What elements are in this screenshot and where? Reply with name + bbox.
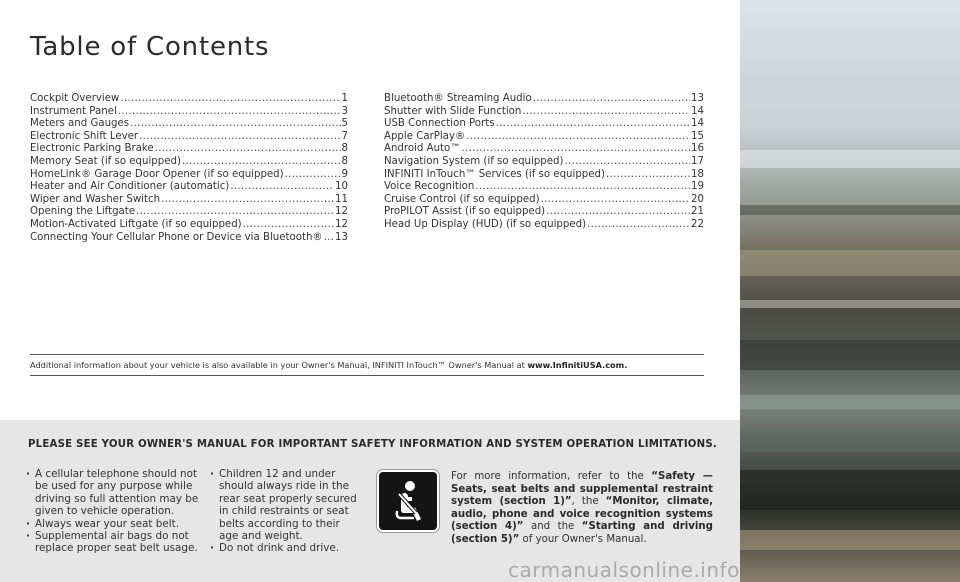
toc-entry-label: Voice Recognition — [384, 181, 475, 193]
toc-entry-label: Instrument Panel — [30, 105, 117, 117]
toc-entry-label: Apple CarPlay® — [384, 130, 466, 142]
toc-entry[interactable] — [30, 181, 348, 194]
toc-leader-dots — [120, 93, 340, 106]
toc-entry[interactable] — [384, 169, 704, 182]
toc-leader-dots — [136, 206, 334, 219]
toc-column-left — [30, 93, 348, 244]
toc-leader-dots — [533, 93, 690, 106]
motion-blur-photo — [740, 0, 960, 582]
toc-entry[interactable] — [30, 194, 348, 207]
toc-entry-page: 8 — [341, 155, 348, 167]
refer-text-4: of your Owner's Manual. — [519, 533, 647, 545]
toc-entry-label: Bluetooth® Streaming Audio — [384, 93, 532, 104]
toc-entry-page: 1 — [341, 93, 348, 104]
toc-entry-label: Head Up Display (HUD) (if so equipped) — [384, 218, 587, 230]
toc-leader-dots — [475, 181, 690, 194]
toc-column-right — [384, 93, 704, 232]
toc-entry-page: 13 — [335, 231, 348, 243]
toc-entry-label: Electronic Parking Brake — [30, 143, 154, 155]
toc-entry-label: Shutter with Slide Function — [384, 105, 522, 117]
safety-bullet: · Always wear your seat belt. — [26, 518, 201, 530]
refer-section-1: “Safety — Seats, seat belts and supplemental restraint system (section 1)” — [451, 471, 713, 508]
toc-entry-page: 22 — [691, 218, 704, 230]
toc-leader-dots — [606, 169, 690, 182]
refer-text-2: , the — [571, 496, 606, 508]
toc-entry-page: 13 — [691, 93, 704, 104]
toc-entry-label: ProPILOT Assist (if so equipped) — [384, 206, 546, 218]
toc-leader-dots — [155, 143, 341, 156]
toc-entry[interactable] — [30, 106, 348, 119]
toc-entry-page: 17 — [691, 155, 704, 167]
toc-entry[interactable] — [384, 118, 704, 131]
toc-leader-dots — [130, 118, 340, 131]
toc-entry-page: 14 — [691, 118, 704, 130]
safety-bullet: · Supplemental air bags do not replace proper seat belt usage. — [26, 530, 201, 555]
toc-entry[interactable] — [384, 206, 704, 219]
safety-bullet: · Children 12 and under should always ride in the rear seat properly secured in child restraints or seat belts according to their age and weight. — [210, 468, 362, 542]
toc-entry-label: Meters and Gauges — [30, 118, 130, 130]
toc-entry-page: 5 — [341, 118, 348, 130]
toc-leader-dots — [496, 118, 690, 131]
toc-leader-dots — [161, 194, 334, 207]
toc-leader-dots — [118, 106, 341, 119]
toc-leader-dots — [139, 131, 340, 144]
safety-bullet: · Do not drink and drive. — [210, 542, 362, 554]
toc-entry-page: 15 — [691, 130, 704, 142]
safety-bullet: · A cellular telephone should not be used for any purpose while driving so full attention may be given to vehicle operation. — [26, 468, 201, 518]
seatbelt-icon — [377, 470, 439, 532]
toc-entry-page: 19 — [691, 181, 704, 193]
safety-heading: PLEASE SEE YOUR OWNER'S MANUAL FOR IMPORTANT SAFETY INFORMATION AND SYSTEM OPERATION LIMITATIONS. — [28, 439, 718, 450]
toc-entry-page: 7 — [341, 130, 348, 142]
toc-entry-label: USB Connection Ports — [384, 118, 495, 130]
safety-bullets-left — [26, 468, 201, 555]
toc-entry[interactable] — [30, 131, 348, 144]
toc-leader-dots — [230, 181, 334, 194]
toc-entry-label: Connecting Your Cellular Phone or Device via Bluetooth® — [30, 231, 323, 243]
toc-entry[interactable] — [30, 143, 348, 156]
toc-entry[interactable] — [384, 143, 704, 156]
toc-entry[interactable] — [30, 219, 348, 232]
toc-entry-page: 12 — [335, 218, 348, 230]
additional-info-text: Additional information about your vehicle is also available in your Owner's Manual, INFINITI InTouch™ Owner's Manual at — [30, 360, 528, 370]
toc-entry-page: 16 — [691, 143, 704, 155]
toc-entry[interactable] — [30, 118, 348, 131]
toc-entry-page: 12 — [335, 206, 348, 218]
toc-entry-label: Heater and Air Conditioner (automatic) — [30, 181, 230, 193]
toc-leader-dots — [243, 219, 334, 232]
toc-entry-page: 9 — [341, 168, 348, 180]
manual-reference — [451, 471, 713, 547]
toc-entry[interactable] — [384, 181, 704, 194]
toc-leader-dots — [466, 131, 690, 144]
toc-entry-label: INFINITI InTouch™ Services (if so equipped) — [384, 168, 605, 180]
toc-entry[interactable] — [30, 93, 348, 106]
toc-entry-label: Electronic Shift Lever — [30, 130, 139, 142]
additional-info — [30, 360, 627, 370]
toc-entry[interactable] — [30, 232, 348, 245]
watermark: carmanualsonline.info — [508, 558, 740, 582]
toc-entry-page: 11 — [335, 193, 348, 205]
toc-entry[interactable] — [384, 156, 704, 169]
toc-entry-page: 8 — [341, 143, 348, 155]
toc-entry[interactable] — [384, 219, 704, 232]
toc-entry[interactable] — [30, 206, 348, 219]
toc-entry-label: Opening the Liftgate — [30, 206, 136, 218]
divider-bottom — [30, 375, 704, 376]
toc-entry[interactable] — [384, 194, 704, 207]
toc-entry[interactable] — [30, 156, 348, 169]
toc-leader-dots — [546, 206, 690, 219]
refer-text-1: For more information, refer to the — [451, 471, 652, 482]
refer-text-3: and the — [523, 521, 582, 533]
toc-leader-dots — [522, 106, 690, 119]
toc-leader-dots — [587, 219, 690, 232]
toc-leader-dots — [461, 143, 690, 156]
toc-entry[interactable] — [384, 93, 704, 106]
divider-top — [30, 354, 704, 355]
toc-leader-dots — [565, 156, 691, 169]
refer-section-5: “Starting and driving (section 5)” — [451, 521, 713, 545]
toc-entry-label: HomeLink® Garage Door Opener (if so equipped) — [30, 168, 284, 180]
website-link[interactable]: www.InfinitiUSA.com. — [527, 360, 628, 370]
toc-entry-page: 3 — [341, 105, 348, 117]
toc-entry-label: Motion-Activated Liftgate (if so equipped) — [30, 218, 242, 230]
toc-leader-dots — [285, 169, 341, 182]
toc-entry[interactable] — [30, 169, 348, 182]
toc-entry-label: Memory Seat (if so equipped) — [30, 155, 181, 167]
toc-entry-page: 14 — [691, 105, 704, 117]
toc-entry-label: Cruise Control (if so equipped) — [384, 193, 540, 205]
toc-entry-label: Cockpit Overview — [30, 93, 120, 104]
toc-entry-page: 10 — [335, 181, 348, 193]
toc-entry[interactable] — [384, 131, 704, 144]
toc-leader-dots — [182, 156, 341, 169]
toc-entry[interactable] — [384, 106, 704, 119]
safety-bullets-right — [210, 468, 362, 555]
toc-entry-page: 18 — [691, 168, 704, 180]
toc-leader-dots — [541, 194, 690, 207]
toc-entry-label: Navigation System (if so equipped) — [384, 155, 564, 167]
toc-entry-label: Android Auto™ — [384, 143, 461, 155]
toc-leader-dots — [324, 232, 334, 245]
toc-entry-label: Wiper and Washer Switch — [30, 193, 161, 205]
toc-entry-page: 20 — [691, 193, 704, 205]
page-title: Table of Contents — [30, 32, 270, 62]
refer-section-4: “Monitor, climate, audio, phone and voice recognition systems (section 4)” — [451, 496, 713, 533]
toc-entry-page: 21 — [691, 206, 704, 218]
